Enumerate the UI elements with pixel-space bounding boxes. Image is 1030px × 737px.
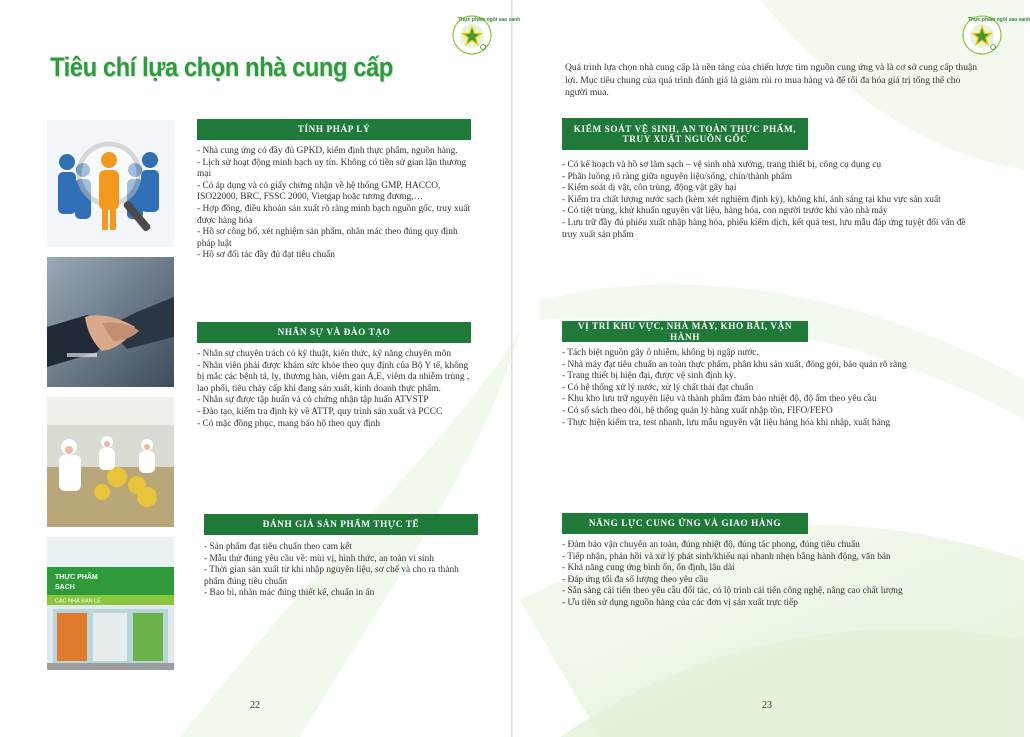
section-heading-personnel: NHÂN SỰ VÀ ĐÀO TẠO (197, 322, 471, 343)
list-item: - Thực hiện kiểm tra, test nhanh, lưu mẫu nguyên vật liệu hàng hóa khi nhập, xuất hàng (562, 417, 891, 428)
section-heading-line: KIỂM SOÁT VỆ SINH, AN TOÀN THỰC PHẨM, (573, 123, 797, 134)
list-item: - Có hệ thống xử lý nước, xử lý chất thải đạt chuẩn (562, 382, 754, 393)
photo-factory-workers (47, 397, 174, 527)
page-divider (511, 0, 513, 737)
list-item: - Có áp dụng và có giấy chứng nhận về hệ thống GMP, HACCO, ISO22000, BRC, FSSC 2000, Vietgap hoặc tương đương,… (197, 180, 441, 203)
list-item: - Có mặc đồng phục, mang bảo hộ theo quy định (197, 418, 381, 429)
list-item: - Mẫu thử đúng yêu cầu về: mùi vị, hình thức, an toàn vi sinh (204, 553, 434, 564)
list-item: - Có sổ sách theo dõi, hệ thống quản lý hàng xuất nhập tồn, FIFO/FEFO (562, 405, 833, 416)
list-item: - Đảm bảo vận chuyển an toàn, đúng nhiệt độ, đúng tác phong, đúng tiêu chuẩn (562, 540, 860, 550)
photo-handshake (47, 257, 174, 387)
page-number-left: 22 (250, 700, 260, 711)
intro-paragraph: Quá trình lựa chọn nhà cung cấp là nền tảng của chiến lược tìm nguồn cung ứng và là cơ sở cung cấp thuận lợi. Mục tiêu chung của quá trình đánh giá là giảm rủi ro mua hàng và để tối đa hóa giá trị tổng thể cho người mua. (565, 62, 978, 99)
section-body-hygiene (562, 160, 972, 241)
section-body-location (562, 348, 977, 429)
list-item: - Nhân viên phải được khám sức khỏe theo quy định của Bộ Y tế, không bị mắc các bệnh tả, lỵ, thương hàn, viêm gan A,E, viêm da nhiễm trùng , lao phổi, tiêu chảy cấp khi đang sản xuất, kinh doanh thực phẩm. (197, 360, 470, 394)
section-heading-location: VỊ TRÍ KHU VỰC, NHÀ MÁY, KHO BÃI, VẬN HÀNH (562, 321, 808, 342)
list-item: - Nhân sự chuyên trách có kỹ thuật, kiến thức, kỹ năng chuyên môn (197, 349, 452, 359)
list-item: - Kiểm tra chất lượng nước sạch (kèm xét nghiệm định kỳ), không khí, ánh sáng tại khu vực sản xuất (562, 194, 941, 205)
list-item: - Nhà máy đạt tiêu chuẩn an toàn thực phẩm, phân khu sản xuất, đóng gói, bảo quản rõ ràng (562, 359, 907, 370)
list-item: - Thời gian sản xuất từ khi nhập nguyên liệu, sơ chế và cho ra thành phẩm đúng tiêu chuẩn (204, 565, 459, 587)
section-body-supply-capacity (562, 540, 977, 610)
list-item: - Có tiệt trùng, khử khuẩn nguyên vật liệu, hàng hóa, con người trước khi vào nhà máy (562, 206, 888, 217)
section-body-personnel (197, 349, 475, 430)
list-item: - Sản phẩm đạt tiêu chuẩn theo cam kết (204, 542, 352, 552)
brand-logo-right (962, 15, 1030, 55)
list-item: - Trang thiết bị hiện đại, được vệ sinh định kỳ. (562, 371, 737, 382)
list-item: - Có kế hoạch và hồ sơ làm sạch – vệ sinh nhà xưởng, trang thiết bị, công cụ dụng cụ (562, 160, 882, 170)
store-sign-line-3: CÁC NHÀ BÁN LẺ (55, 598, 101, 605)
handshake-icon (47, 257, 174, 387)
magnifier-people-icon (47, 120, 174, 247)
section-body-legal (197, 146, 475, 262)
section-heading-legal: TÍNH PHÁP LÝ (197, 119, 471, 140)
section-heading-line: TRUY XUẤT NGUỒN GỐC (622, 134, 748, 144)
factory-workers-icon (47, 397, 174, 527)
brand-logo-left (452, 15, 521, 55)
list-item: - Hồ sơ đối tác đầy đủ đạt tiêu chuẩn (197, 250, 335, 261)
list-item: - Nhà cung ứng có đầy đủ GPKD, kiểm định thực phẩm, nguồn hàng. (197, 146, 458, 156)
list-item: - Hợp đồng, điều khoản sản xuất rõ ràng minh bạch nguồn gốc, truy xuất được hàng hóa (197, 203, 471, 226)
list-item: - Khu kho lưu trữ nguyên liệu và thành phẩm đảm bảo nhiệt độ, độ ẩm theo yêu cầu (562, 394, 877, 405)
list-item: - Đào tạo, kiểm tra định kỳ về ATTP, quy trình sản xuất và PCCC (197, 406, 443, 417)
section-heading-hygiene (562, 118, 808, 150)
storefront-icon (47, 537, 174, 670)
list-item: - Ưu tiên sử dụng nguồn hàng của các đơn vị sản xuất trực tiếp (562, 597, 798, 608)
section-heading-supply-capacity: NĂNG LỰC CUNG ỨNG VÀ GIAO HÀNG (562, 513, 808, 534)
list-item: - Tách biệt nguồn gây ô nhiễm, không bị ngập nước. (562, 348, 759, 358)
list-item: - Khả năng cung ứng bình ổn, ổn định, lâu dài (562, 563, 735, 574)
store-sign-line-2: SẠCH (55, 584, 75, 591)
list-item: - Sẵn sàng cải tiến theo yêu cầu đối tác, có lộ trình cải tiến công nghệ, nâng cao chất lượng (562, 586, 903, 597)
photo-storefront (47, 537, 174, 670)
page-number-right: 23 (762, 700, 772, 711)
section-heading-product-evaluation: ĐÁNH GIÁ SẢN PHẨM THỰC TẾ (204, 514, 478, 535)
store-sign-line-1: THỰC PHẨM (55, 574, 98, 581)
list-item: - Nhân sự được tập huấn và có chứng nhận tập huấn ATVSTP (197, 395, 429, 406)
list-item: - Bao bì, nhãn mác đúng thiết kế, chuẩn in ấn (204, 588, 375, 599)
list-item: - Đáp ứng tối đa số lượng theo yêu cầu (562, 574, 709, 585)
section-body-product-evaluation (204, 542, 476, 600)
list-item: - Lưu trữ đầy đủ phiếu xuất nhập hàng hóa, phiếu kiểm dịch, kết quả test, lưu mẫu đáp ứng tuyệt đối vấn đề truy xuất sản phẩm (562, 217, 966, 240)
logo-arc-text: Thực phẩm ngôi sao xanh (458, 17, 521, 23)
list-item: - Kiểm soát dị vật, côn trùng, động vật gây hại (562, 183, 737, 194)
logo-arc-text: Thực phẩm ngôi sao xanh (968, 17, 1030, 23)
list-item: - Phân luồng rõ ràng giữa nguyên liệu/sống, chín/thành phẩm (562, 171, 793, 182)
list-item: - Hồ sơ công bố, xét nghiệm sản phẩm, nhãn mác theo đúng quy định pháp luật (197, 227, 458, 249)
page-title: Tiêu chí lựa chọn nhà cung cấp (50, 52, 393, 82)
list-item: - Lịch sử hoạt động minh bạch uy tín. Không có tiền sử gian lận thương mại (197, 157, 467, 180)
photo-magnifier-people (47, 120, 174, 247)
list-item: - Tiếp nhận, phản hồi và xử lý phát sinh/khiếu nại nhanh nhẹn bằng hành động, văn bản (562, 551, 891, 562)
